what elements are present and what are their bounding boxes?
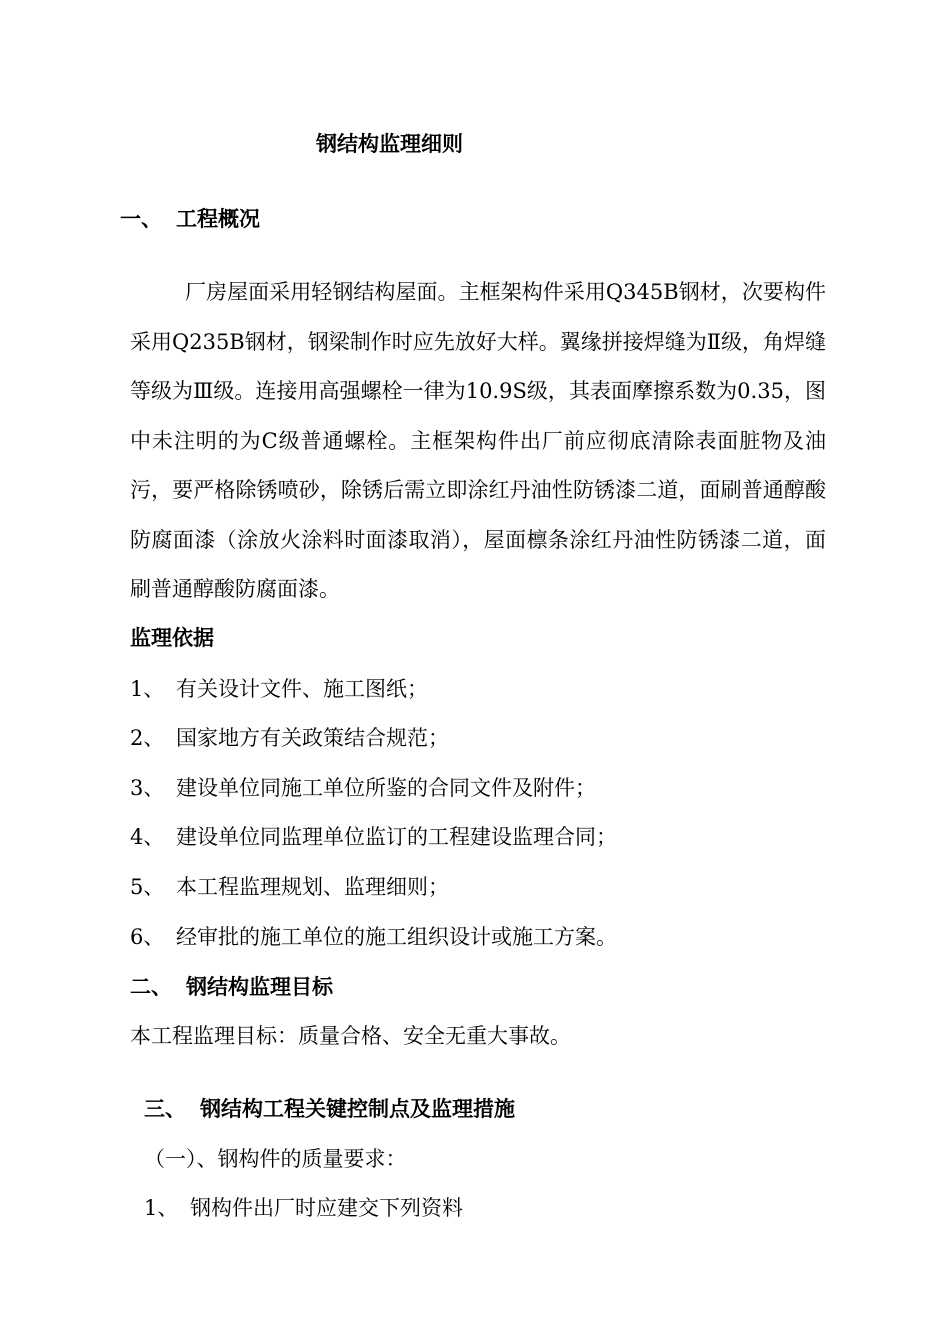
basis-heading: 监理依据 [130, 626, 214, 650]
basis-item-5-text: 本工程监理规划、监理细则； [176, 875, 449, 899]
section-1-number: 一、 [120, 207, 162, 231]
section-1-heading: 工程概况 [176, 207, 260, 231]
basis-item-4-text: 建设单位同监理单位监订的工程建设监理合同； [176, 825, 617, 849]
section-2-text: 本工程监理目标：质量合格、安全无重大事故。 [130, 1024, 571, 1048]
section-2-number: 二、 [130, 975, 172, 999]
basis-item-1-text: 有关设计文件、施工图纸； [176, 677, 428, 701]
basis-item-3-text: 建设单位同施工单位所鉴的合同文件及附件； [176, 776, 596, 800]
section-2-heading: 钢结构监理目标 [186, 975, 333, 999]
basis-item-2-text: 国家地方有关政策结合规范； [176, 726, 449, 750]
section-3-sub-1: （一）、钢构件的质量要求： [144, 1147, 407, 1171]
basis-item-5-num: 5、 [130, 875, 165, 899]
basis-item-6-text: 经审批的施工单位的施工组织设计或施工方案。 [176, 925, 617, 949]
section-3-item-1-num: 1、 [144, 1196, 179, 1220]
basis-item-2-num: 2、 [130, 726, 165, 750]
basis-item-4-num: 4、 [130, 825, 165, 849]
basis-item-1-num: 1、 [130, 677, 165, 701]
section-3-item-1-text: 钢构件出厂时应建交下列资料 [190, 1196, 463, 1220]
section-3-heading: 钢结构工程关键控制点及监理措施 [200, 1097, 515, 1121]
basis-item-3-num: 3、 [130, 776, 165, 800]
section-3-number: 三、 [144, 1097, 186, 1121]
basis-item-6-num: 6、 [130, 925, 165, 949]
section-1-paragraph: 厂房屋面采用轻钢结构屋面。主框架构件采用Q345B钢材，次要构件采用Q235B钢材，钢梁制作时应先放好大样。翼缘拼接焊缝为Ⅱ级，角焊缝等级为Ⅲ级。连接用高强螺栓一律为10.9S级，其表面摩擦系数为0.35，图中未注明的为C级普通螺栓。主框架构件出厂前应彻底清除表面脏物及油污，要严格除锈喷砂，除锈后需立即涂红丹油性防锈漆二道，面刷普通醇酸防腐面漆（涂放火涂料时面漆取消），屋面檩条涂红丹油性防锈漆二道，面刷普通醇酸防腐面漆。 [130, 280, 827, 601]
document-title: 钢结构监理细则 [316, 132, 463, 156]
